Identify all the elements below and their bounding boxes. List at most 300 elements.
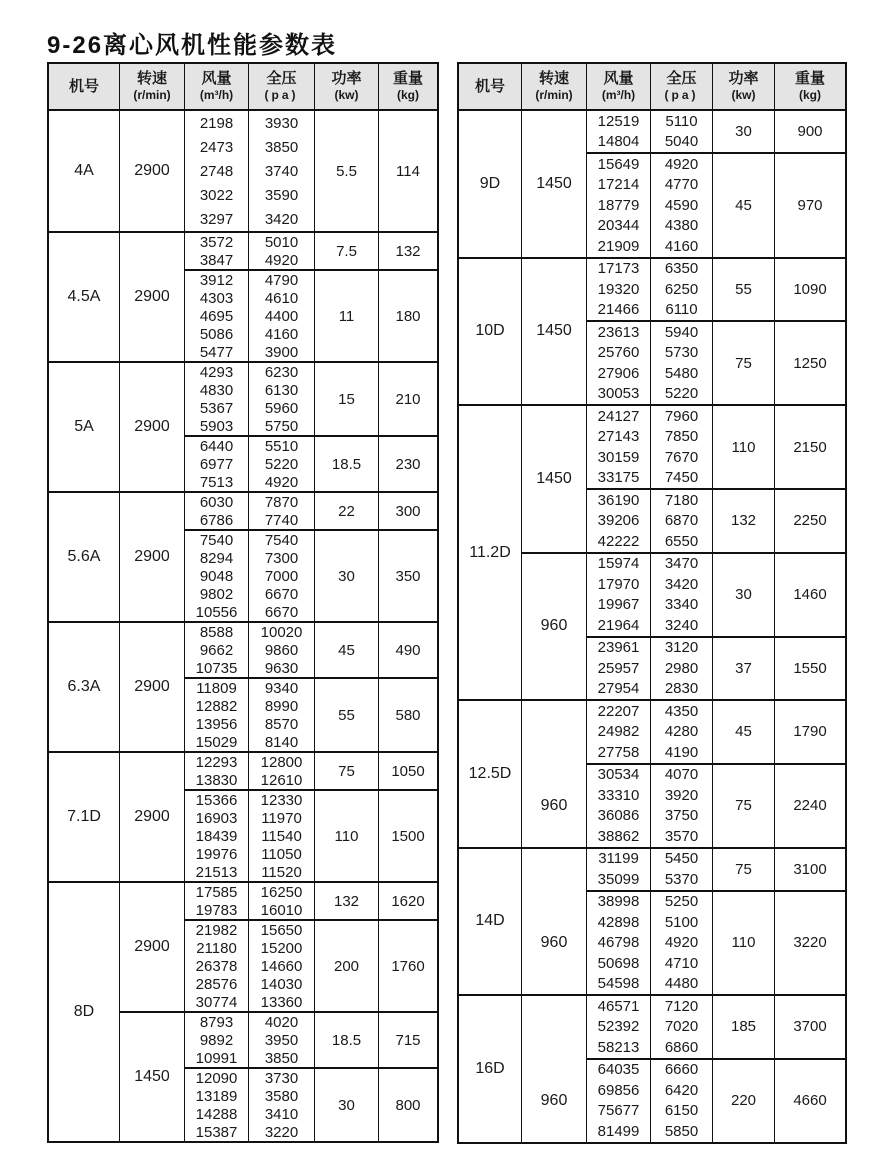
speed-section: [522, 996, 845, 1142]
speed-cell: [522, 554, 587, 700]
weight-value: 800: [395, 1096, 421, 1114]
weight-value: 580: [395, 706, 421, 724]
flow-value: 50698: [587, 953, 651, 974]
speed-section: [120, 883, 437, 1011]
column-label-model: 机号: [474, 77, 505, 95]
pressure-value: 9340: [249, 679, 315, 697]
performance-group: [185, 1013, 437, 1067]
table-row: [185, 733, 315, 751]
weight-value: 3220: [793, 934, 827, 952]
pressure-value: 5010: [249, 233, 315, 251]
speed-sections: [522, 259, 845, 405]
pressure-value: 4590: [651, 195, 713, 216]
pressure-value: 7870: [249, 493, 315, 511]
flow-value: 42898: [587, 912, 651, 933]
pressure-value: 6660: [651, 1060, 713, 1081]
weight-value: 1760: [391, 957, 425, 975]
model-cell: 4.5A: [49, 233, 120, 361]
pressure-value: 4710: [651, 953, 713, 974]
table-row: [185, 183, 315, 207]
pressure-value: 5370: [651, 869, 713, 890]
flow-pressure-rows: [587, 892, 713, 995]
flow-value: 30053: [587, 384, 651, 405]
pressure-value: 4610: [249, 289, 315, 307]
flow-value: 2473: [185, 135, 249, 159]
pressure-value: 12610: [249, 771, 315, 789]
pressure-value: 8140: [249, 733, 315, 751]
fan-performance-table-right: [457, 62, 847, 1144]
power-value: 30: [713, 111, 775, 152]
power-value: 220: [713, 1060, 775, 1142]
pressure-value: 3930: [249, 111, 315, 135]
pressure-value: 7960: [651, 406, 713, 427]
flow-value: 6030: [185, 493, 249, 511]
power-value: 110: [713, 892, 775, 995]
table-row: [587, 175, 713, 196]
power-value: 45: [713, 154, 775, 257]
flow-value: 5477: [185, 343, 249, 361]
model-row-group: [459, 111, 845, 257]
flow-value: 27143: [587, 427, 651, 448]
weight-value: 1550: [793, 659, 827, 677]
weight-value: 1500: [391, 827, 425, 845]
performance-group: [185, 753, 437, 789]
pressure-value: 4920: [249, 473, 315, 491]
model-row-group: [459, 699, 845, 847]
pressure-value: 5850: [651, 1121, 713, 1142]
pressure-value: 5450: [651, 849, 713, 870]
pressure-value: 3850: [249, 135, 315, 159]
model-row-group: [49, 491, 437, 621]
model-cell: 12.5D: [459, 701, 522, 847]
flow-value: 24982: [587, 722, 651, 743]
flow-value: 69856: [587, 1080, 651, 1101]
flow-pressure-rows: [185, 921, 315, 1011]
table-row: [587, 259, 713, 280]
flow-pressure-rows: [185, 1013, 315, 1067]
flow-value: 46798: [587, 933, 651, 954]
flow-value: 26378: [185, 957, 249, 975]
table-row: [185, 289, 315, 307]
flow-value: 21982: [185, 921, 249, 939]
table-row: [185, 1105, 315, 1123]
weight-value: 210: [395, 390, 421, 408]
speed-section: [522, 111, 845, 257]
speed-section: [120, 363, 437, 491]
flow-value: 25957: [587, 658, 651, 679]
table-row: [587, 974, 713, 995]
performance-groups: [185, 623, 437, 751]
column-unit-flow: (m³/h): [601, 88, 636, 103]
table-row: [185, 455, 315, 473]
column-label-speed: 转速: [538, 70, 569, 88]
table-row: [587, 300, 713, 321]
weight-value: 1090: [793, 280, 827, 298]
column-header-model: [49, 64, 120, 109]
model-cell: 5.6A: [49, 493, 120, 621]
model-row-group: [49, 621, 437, 751]
pressure-value: 3220: [249, 1123, 315, 1141]
flow-value: 4695: [185, 307, 249, 325]
power-value: 5.5: [315, 111, 379, 231]
pressure-value: 16250: [249, 883, 315, 901]
pressure-value: 6150: [651, 1101, 713, 1122]
table-row: [587, 658, 713, 679]
table-row: [185, 715, 315, 733]
column-label-model: 机号: [68, 77, 99, 95]
flow-pressure-rows: [587, 849, 713, 890]
column-label-speed: 转速: [136, 70, 167, 88]
performance-group: [587, 111, 845, 152]
pressure-value: 14660: [249, 957, 315, 975]
table-row: [185, 679, 315, 697]
flow-pressure-rows: [185, 531, 315, 621]
pressure-value: 3850: [249, 1049, 315, 1067]
pressure-value: 4920: [651, 933, 713, 954]
performance-group: [587, 701, 845, 763]
table-row: [185, 863, 315, 881]
flow-value: 13830: [185, 771, 249, 789]
table-row: [587, 1060, 713, 1081]
pressure-value: 4400: [249, 307, 315, 325]
weight-value: 715: [395, 1031, 421, 1049]
table-row: [185, 511, 315, 529]
pressure-value: 3420: [249, 207, 315, 231]
flow-value: 38998: [587, 892, 651, 913]
pressure-value: 6550: [651, 531, 713, 552]
model-cell: 11.2D: [459, 406, 522, 699]
table-row: [185, 251, 315, 269]
table-row: [587, 574, 713, 595]
flow-value: 8294: [185, 549, 249, 567]
table-row: [185, 111, 315, 135]
speed-value: 2900: [134, 808, 170, 825]
flow-value: 39206: [587, 511, 651, 532]
column-unit-power: (kw): [334, 88, 359, 103]
flow-value: 5903: [185, 417, 249, 435]
performance-groups: [185, 233, 437, 361]
pressure-value: 9860: [249, 641, 315, 659]
weight-value: 3700: [793, 1018, 827, 1036]
column-unit-pressure: (pa): [264, 88, 299, 103]
power-value: 7.5: [315, 233, 379, 269]
speed-cell: [120, 1013, 185, 1141]
speed-section: [522, 849, 845, 995]
table-row: [587, 1037, 713, 1058]
flow-value: 36190: [587, 490, 651, 511]
speed-section: [120, 623, 437, 751]
flow-value: 31199: [587, 849, 651, 870]
flow-value: 8793: [185, 1013, 249, 1031]
power-value: 15: [315, 363, 379, 435]
flow-pressure-rows: [185, 679, 315, 751]
speed-section: [120, 233, 437, 361]
table-row: [587, 363, 713, 384]
flow-value: 27758: [587, 742, 651, 763]
performance-group: [587, 259, 845, 321]
flow-pressure-rows: [587, 406, 713, 488]
flow-value: 22207: [587, 701, 651, 722]
power-value: 22: [315, 493, 379, 529]
table-row: [185, 957, 315, 975]
pressure-value: 3730: [249, 1069, 315, 1087]
flow-value: 19783: [185, 901, 249, 919]
weight-value: 900: [797, 123, 823, 140]
pressure-value: 2830: [651, 679, 713, 700]
flow-value: 3572: [185, 233, 249, 251]
table-row: [185, 1087, 315, 1105]
flow-pressure-rows: [587, 111, 713, 152]
speed-section: [120, 753, 437, 881]
flow-value: 27954: [587, 679, 651, 700]
table-row: [587, 1017, 713, 1038]
flow-value: 30774: [185, 993, 249, 1011]
column-unit-weight: (kg): [799, 88, 821, 103]
power-value: 30: [713, 554, 775, 636]
pressure-value: 4790: [249, 271, 315, 289]
pressure-value: 9630: [249, 659, 315, 677]
column-unit-flow: (m³/h): [199, 88, 234, 103]
pressure-value: 5220: [249, 455, 315, 473]
pressure-value: 6860: [651, 1037, 713, 1058]
flow-value: 58213: [587, 1037, 651, 1058]
speed-sections: [522, 701, 845, 847]
flow-value: 75677: [587, 1101, 651, 1122]
power-value: 30: [315, 1069, 379, 1141]
table-row: [185, 399, 315, 417]
pressure-value: 6350: [651, 259, 713, 280]
table-row: [185, 697, 315, 715]
flow-value: 7540: [185, 531, 249, 549]
performance-groups: [587, 996, 845, 1142]
model-cell: 9D: [459, 111, 522, 257]
table-row: [185, 207, 315, 231]
pressure-value: 11050: [249, 845, 315, 863]
pressure-value: 7540: [249, 531, 315, 549]
pressure-value: 12330: [249, 791, 315, 809]
power-value: 75: [315, 753, 379, 789]
pressure-value: 5100: [651, 912, 713, 933]
flow-value: 17970: [587, 574, 651, 595]
weight-value: 1620: [391, 892, 425, 910]
table-row: [587, 406, 713, 427]
table-row: [185, 753, 315, 771]
table-row: [587, 869, 713, 890]
pressure-value: 3570: [651, 826, 713, 847]
flow-pressure-rows: [185, 493, 315, 529]
flow-pressure-rows: [185, 271, 315, 361]
weight-value: 300: [395, 502, 421, 520]
model-row-group: [459, 847, 845, 995]
pressure-value: 11970: [249, 809, 315, 827]
column-label-flow: 风量: [201, 70, 232, 88]
flow-value: 4293: [185, 363, 249, 381]
performance-group: [185, 435, 437, 491]
pressure-value: 4380: [651, 216, 713, 237]
speed-cell: [522, 701, 587, 847]
pressure-value: 6670: [249, 585, 315, 603]
column-label-weight: 重量: [392, 70, 423, 88]
flow-value: 17214: [587, 175, 651, 196]
model-cell: 5A: [49, 363, 120, 491]
speed-cell: [120, 623, 185, 751]
performance-groups: [185, 111, 437, 231]
flow-value: 3022: [185, 183, 249, 207]
table-row: [185, 809, 315, 827]
table-row: [587, 132, 713, 153]
speed-value: 960: [540, 617, 568, 635]
performance-groups: [587, 111, 845, 257]
flow-value: 24127: [587, 406, 651, 427]
power-value: 200: [315, 921, 379, 1011]
table-row: [587, 996, 713, 1017]
flow-value: 30534: [587, 765, 651, 786]
performance-groups: [185, 493, 437, 621]
pressure-value: 3740: [249, 159, 315, 183]
pressure-value: 11540: [249, 827, 315, 845]
weight-value: 230: [395, 455, 421, 473]
power-value: 45: [713, 701, 775, 763]
table-row: [587, 490, 713, 511]
power-value: 185: [713, 996, 775, 1058]
table-row: [587, 154, 713, 175]
flow-value: 15366: [185, 791, 249, 809]
column-header-pressure: [651, 64, 713, 109]
table-row: [587, 953, 713, 974]
flow-pressure-rows: [587, 259, 713, 321]
model-cell: 16D: [459, 996, 522, 1142]
flow-value: 20344: [587, 216, 651, 237]
table-row: [185, 417, 315, 435]
column-unit-speed: (r/min): [535, 88, 573, 103]
speed-value: 2900: [134, 938, 170, 955]
flow-value: 12293: [185, 753, 249, 771]
weight-value: 1250: [793, 354, 827, 372]
model-row-group: [459, 404, 845, 699]
pressure-value: 5750: [249, 417, 315, 435]
pressure-value: 7180: [651, 490, 713, 511]
table-row: [185, 549, 315, 567]
speed-cell: [522, 406, 587, 552]
performance-groups: [185, 883, 437, 1011]
speed-section: [522, 259, 845, 405]
table-row: [587, 531, 713, 552]
weight-value: 4660: [793, 1092, 827, 1109]
table-row: [185, 827, 315, 845]
weight-value: 350: [395, 567, 421, 585]
model-cell: 14D: [459, 849, 522, 995]
model-row-group: [459, 994, 845, 1142]
performance-group: [185, 1067, 437, 1141]
pressure-value: 4480: [651, 974, 713, 995]
performance-group: [185, 677, 437, 751]
flow-pressure-rows: [185, 753, 315, 789]
performance-group: [185, 883, 437, 919]
column-label-power: 功率: [331, 70, 362, 88]
pressure-value: 3420: [651, 574, 713, 595]
flow-pressure-rows: [185, 623, 315, 677]
column-header-speed: [120, 64, 185, 109]
flow-value: 6440: [185, 437, 249, 455]
power-value: 75: [713, 322, 775, 404]
flow-value: 28576: [185, 975, 249, 993]
table-row: [587, 826, 713, 847]
table-row: [185, 791, 315, 809]
table-row: [587, 384, 713, 405]
column-header-power: [315, 64, 379, 109]
table-row: [185, 325, 315, 343]
power-value: 110: [315, 791, 379, 881]
performance-groups: [185, 1013, 437, 1141]
performance-group: [587, 890, 845, 995]
flow-value: 2748: [185, 159, 249, 183]
performance-groups: [587, 554, 845, 700]
speed-section: [120, 1011, 437, 1141]
pressure-value: 5480: [651, 363, 713, 384]
flow-value: 52392: [587, 1017, 651, 1038]
column-header-flow: [185, 64, 249, 109]
speed-section: [522, 406, 845, 552]
column-unit-weight: (kg): [397, 88, 419, 103]
table-row: [587, 722, 713, 743]
performance-group: [587, 554, 845, 636]
power-value: 75: [713, 765, 775, 847]
speed-cell: [120, 753, 185, 881]
flow-value: 14288: [185, 1105, 249, 1123]
table-row: [185, 531, 315, 549]
speed-value: 2900: [134, 548, 170, 565]
table-row: [587, 447, 713, 468]
weight-value: 114: [396, 162, 420, 180]
table-row: [185, 659, 315, 677]
flow-value: 5086: [185, 325, 249, 343]
model-cell: 7.1D: [49, 753, 120, 881]
performance-group: [587, 763, 845, 847]
table-row: [185, 901, 315, 919]
table-header-row: [49, 64, 437, 111]
pressure-value: 5040: [651, 132, 713, 153]
table-row: [185, 1069, 315, 1087]
speed-value: 1450: [536, 322, 572, 340]
flow-value: 10991: [185, 1049, 249, 1067]
flow-pressure-rows: [587, 765, 713, 847]
flow-value: 7513: [185, 473, 249, 491]
pressure-value: 5960: [249, 399, 315, 417]
table-row: [587, 595, 713, 616]
table-row: [587, 236, 713, 257]
pressure-value: 6250: [651, 279, 713, 300]
table-row: [185, 567, 315, 585]
weight-value: 132: [395, 242, 421, 260]
flow-pressure-rows: [185, 883, 315, 919]
speed-section: [522, 552, 845, 700]
flow-value: 15387: [185, 1123, 249, 1141]
power-value: 110: [713, 406, 775, 488]
speed-sections: [120, 753, 437, 881]
model-row-group: [49, 881, 437, 1141]
table-row: [185, 363, 315, 381]
table-row: [587, 468, 713, 489]
pressure-value: 3590: [249, 183, 315, 207]
performance-group: [587, 488, 845, 552]
page-title: 9-26离心风机性能参数表: [47, 32, 338, 59]
flow-value: 3297: [185, 207, 249, 231]
flow-value: 9048: [185, 567, 249, 585]
pressure-value: 2980: [651, 658, 713, 679]
performance-group: [185, 529, 437, 621]
pressure-value: 6420: [651, 1080, 713, 1101]
flow-value: 15974: [587, 554, 651, 575]
